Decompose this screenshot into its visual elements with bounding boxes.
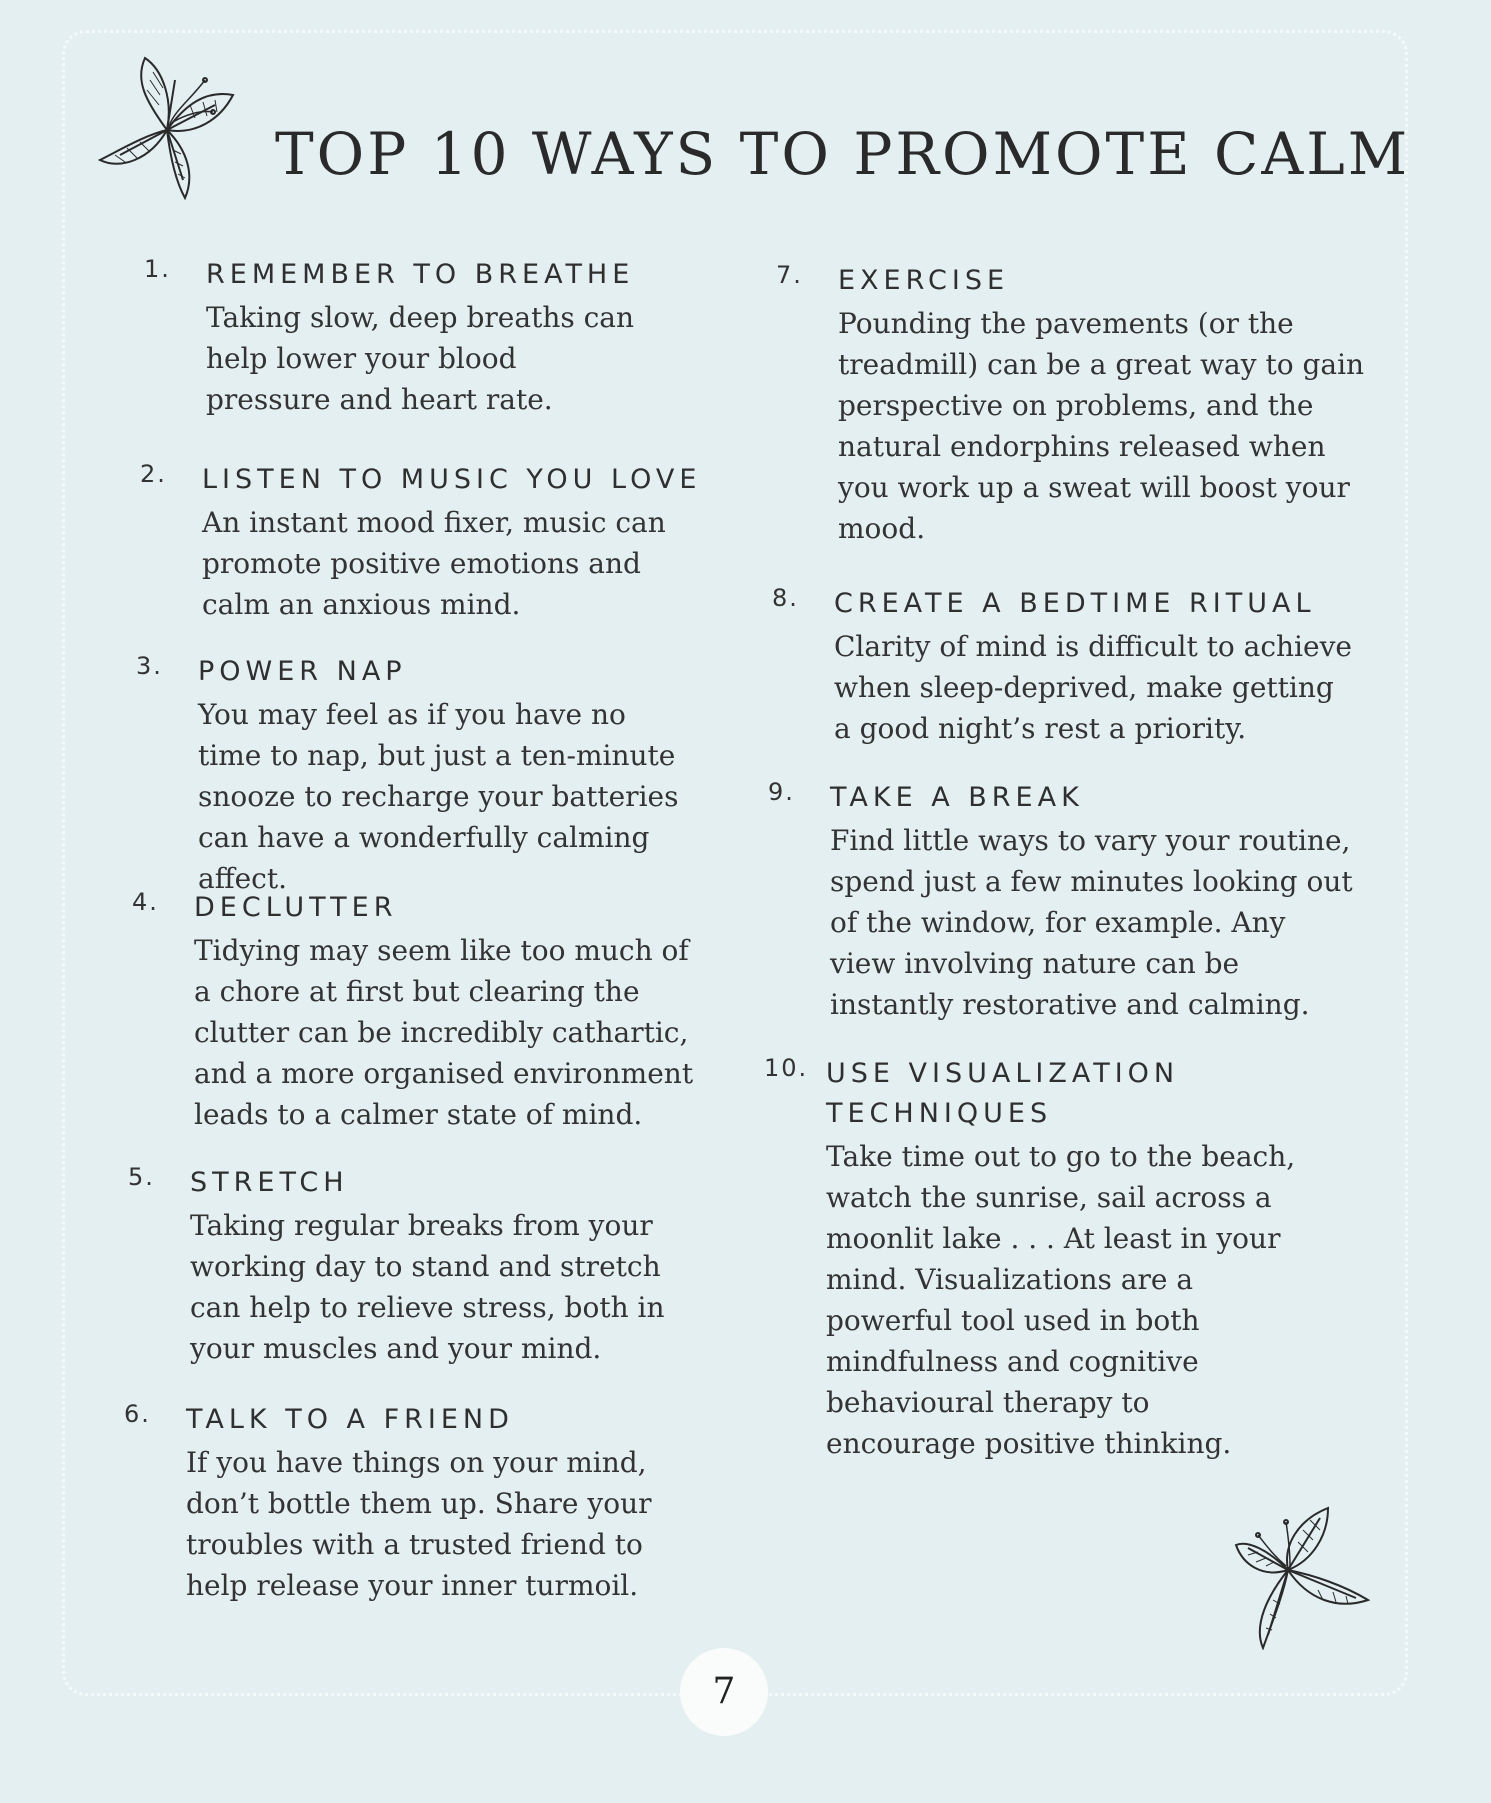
item-heading: DECLUTTER <box>194 892 398 923</box>
list-item <box>772 584 1354 749</box>
item-heading: TALK TO A FRIEND <box>186 1404 514 1435</box>
item-text: Taking regular breaks from your working day to stand and stretch can help to relieve stress, both in your muscles and your mind. <box>190 1209 665 1365</box>
item-heading: CREATE A BEDTIME RITUAL <box>834 588 1316 619</box>
item-number: 7. <box>776 261 803 289</box>
page-number: 7 <box>680 1648 768 1736</box>
item-text: Clarity of mind is difficult to achieve when sleep-deprived, make getting a good night’s rest a priority. <box>834 630 1352 745</box>
list-item <box>764 1054 1346 1464</box>
list-item <box>132 888 714 1135</box>
list-item <box>124 1400 706 1606</box>
item-heading: REMEMBER TO BREATHE <box>206 259 635 290</box>
item-number: 8. <box>772 584 799 612</box>
item-number: 2. <box>140 460 167 488</box>
item-heading: EXERCISE <box>838 265 1010 296</box>
item-number: 10. <box>764 1054 809 1082</box>
item-text: Taking slow, deep breaths can help lower your blood pressure and heart rate. <box>206 301 635 416</box>
item-number: 9. <box>768 778 795 806</box>
item-text: An instant mood fixer, music can promote positive emotions and calm an anxious mind. <box>202 506 666 621</box>
list-item <box>768 778 1353 1025</box>
item-number: 3. <box>136 652 163 680</box>
butterfly-icon <box>95 50 240 200</box>
item-number: 4. <box>132 888 159 916</box>
item-heading: USE VISUALIZATION TECHNIQUES <box>826 1058 1180 1129</box>
list-item <box>128 1163 710 1369</box>
item-text: Pounding the pavements (or the treadmill) can be a great way to gain perspective on problems, and the natural endorphins released when you work up a sweat will boost your mood. <box>838 307 1365 545</box>
page-title: TOP 10 WAYS TO PROMOTE CALM <box>275 120 1411 188</box>
butterfly-icon <box>1228 1500 1373 1650</box>
list-item <box>140 460 722 625</box>
item-number: 1. <box>144 255 171 283</box>
item-heading: LISTEN TO MUSIC YOU LOVE <box>202 464 702 495</box>
list-item <box>776 261 1365 549</box>
item-text: Find little ways to vary your routine, spend just a few minutes looking out of the window, for example. Any view involving nature can be instantly restorative and calming. <box>830 824 1353 1021</box>
item-number: 5. <box>128 1163 155 1191</box>
item-heading: STRETCH <box>190 1167 349 1198</box>
item-text: Take time out to go to the beach, watch the sunrise, sail across a moonlit lake . . . At least in your mind. Visualizations are a powerful tool used in both mindfulness and cognitive behavioural therapy to encourage positive thinking. <box>826 1140 1296 1460</box>
list-item <box>144 255 726 420</box>
item-heading: TAKE A BREAK <box>830 782 1084 813</box>
item-text: You may feel as if you have no time to nap, but just a ten-minute snooze to recharge your batteries can have a wonderfully calming affect. <box>198 698 679 895</box>
item-text: If you have things on your mind, don’t bottle them up. Share your troubles with a trusted friend to help release your inner turmoil. <box>186 1446 652 1602</box>
list-item <box>136 652 718 899</box>
item-heading: POWER NAP <box>198 656 407 687</box>
item-text: Tidying may seem like too much of a chore at first but clearing the clutter can be incredibly cathartic, and a more organised environment leads to a calmer state of mind. <box>194 934 694 1131</box>
item-number: 6. <box>124 1400 151 1428</box>
